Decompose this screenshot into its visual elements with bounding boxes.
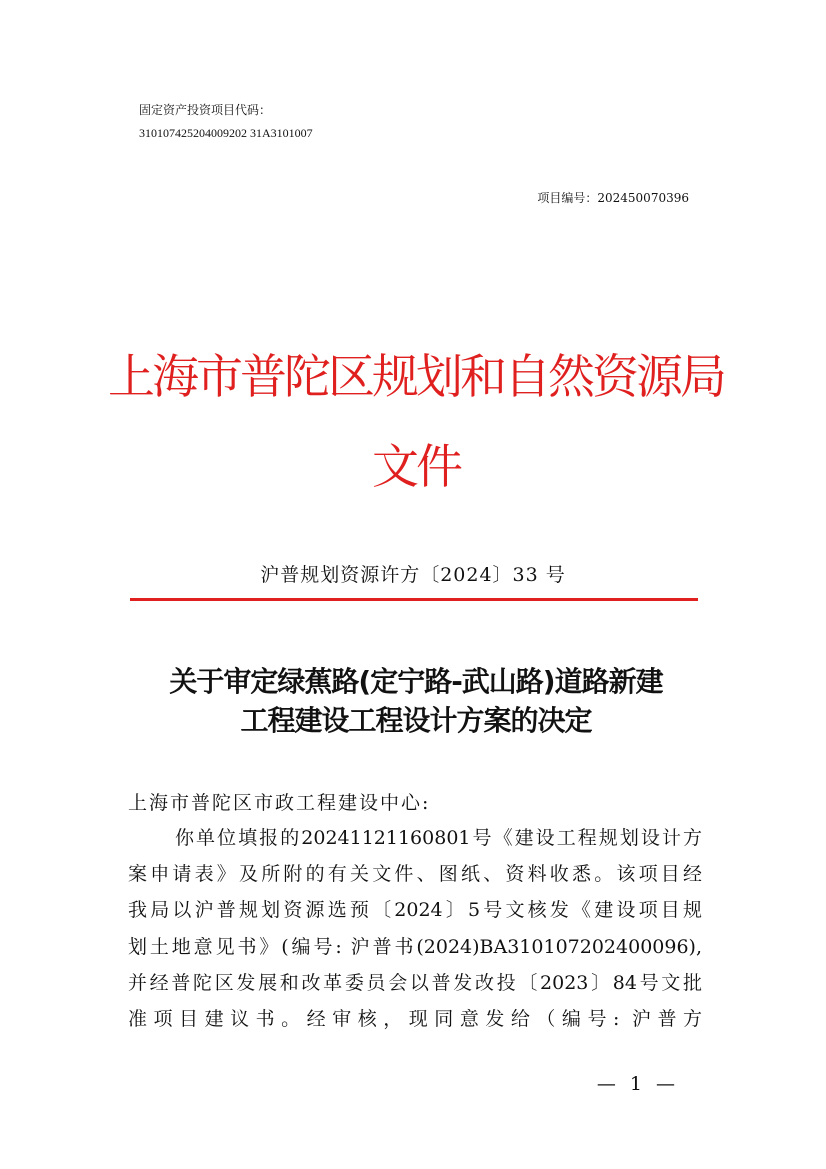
- document-title-line-2: 工程建设工程设计方案的决定: [240, 704, 592, 737]
- document-type-header: 文件: [372, 440, 460, 495]
- page-number: — 1 —: [596, 1073, 679, 1095]
- body-line: 案申请表》及所附的有关文件、图纸、资料收悉。该项目经: [128, 863, 702, 885]
- agency-header-title: 上海市普陀区规划和自然资源局: [108, 350, 724, 405]
- document-title-line-1: 关于审定绿蕉路(定宁路-武山路)道路新建: [169, 665, 663, 698]
- addressee: 上海市普陀区市政工程建设中心:: [128, 792, 431, 814]
- body-line: 我局以沪普规划资源选预〔2024〕5号文核发《建设项目规: [128, 899, 702, 921]
- red-divider-rule: [130, 598, 698, 601]
- body-line: 划土地意见书》(编号: 沪普书(2024)BA310107202400096),: [128, 936, 702, 958]
- investment-code-label: 固定资产投资项目代码：: [139, 103, 272, 117]
- project-number: 项目编号：202450070396: [537, 191, 689, 205]
- body-line: 准项目建议书。经审核，现同意发给（编号: 沪普方: [128, 1008, 702, 1030]
- body-line: 并经普陀区发展和改革委员会以普发改投〔2023〕84号文批: [128, 972, 702, 994]
- body-line: 你单位填报的20241121160801号《建设工程规划设计方: [175, 827, 702, 849]
- investment-code-value: 310107425204009202 31A3101007: [139, 126, 313, 140]
- document-number: 沪普规划资源许方〔2024〕33 号: [260, 564, 566, 586]
